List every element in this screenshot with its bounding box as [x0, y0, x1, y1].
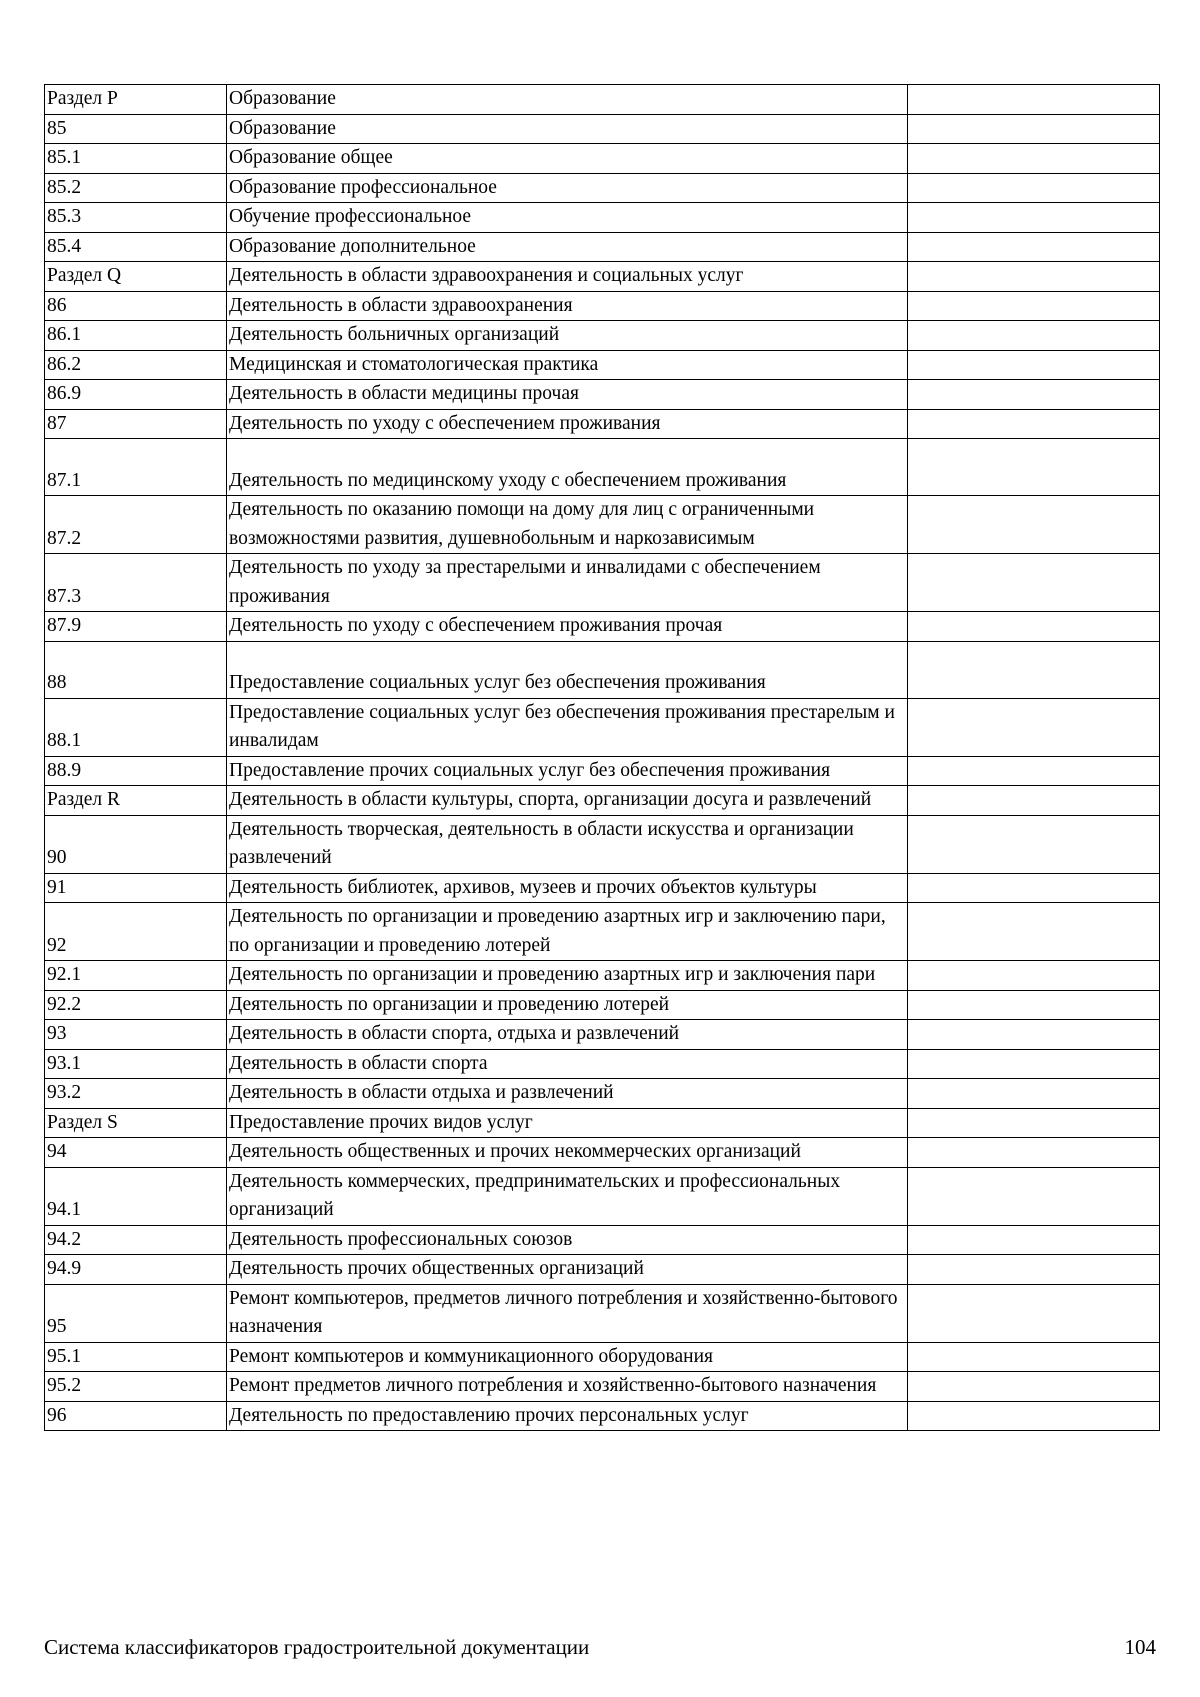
- code-cell: 93.1: [45, 1049, 227, 1079]
- table-row: [45, 85, 1160, 115]
- empty-cell: [908, 756, 1160, 786]
- table-row: [45, 232, 1160, 262]
- code-cell: 92: [45, 903, 227, 961]
- name-cell: Ремонт компьютеров и коммуникационного оборудования: [227, 1342, 908, 1372]
- empty-cell: [908, 1167, 1160, 1225]
- empty-cell: [908, 815, 1160, 873]
- code-cell: 85.3: [45, 203, 227, 233]
- name-cell: Деятельность в области отдыха и развлечений: [227, 1079, 908, 1109]
- empty-cell: [908, 409, 1160, 439]
- empty-cell: [908, 1284, 1160, 1342]
- empty-cell: [908, 321, 1160, 351]
- code-cell: 88.1: [45, 698, 227, 756]
- empty-cell: [908, 114, 1160, 144]
- code-cell: 93: [45, 1020, 227, 1050]
- code-cell: Раздел P: [45, 85, 227, 115]
- table-row: [45, 756, 1160, 786]
- name-cell: Образование дополнительное: [227, 232, 908, 262]
- name-cell: Образование: [227, 114, 908, 144]
- name-cell: Деятельность по уходу с обеспечением проживания: [227, 409, 908, 439]
- table-row: [45, 554, 1160, 612]
- table-row: [45, 350, 1160, 380]
- empty-cell: [908, 990, 1160, 1020]
- table-row: [45, 262, 1160, 292]
- page-footer: [44, 1635, 1156, 1660]
- name-cell: Деятельность профессиональных союзов: [227, 1225, 908, 1255]
- code-cell: 86.9: [45, 380, 227, 410]
- name-cell: Деятельность общественных и прочих некоммерческих организаций: [227, 1138, 908, 1168]
- empty-cell: [908, 85, 1160, 115]
- table-row: [45, 786, 1160, 816]
- name-cell: Деятельность в области здравоохранения и социальных услуг: [227, 262, 908, 292]
- code-cell: 87.1: [45, 439, 227, 496]
- code-cell: 94.2: [45, 1225, 227, 1255]
- table-row: [45, 815, 1160, 873]
- empty-cell: [908, 903, 1160, 961]
- empty-cell: [908, 262, 1160, 292]
- code-cell: 85.1: [45, 144, 227, 174]
- table-row: [45, 1401, 1160, 1431]
- empty-cell: [908, 961, 1160, 991]
- table-row: [45, 114, 1160, 144]
- empty-cell: [908, 1255, 1160, 1285]
- empty-cell: [908, 350, 1160, 380]
- name-cell: Деятельность в области культуры, спорта, организации досуга и развлечений: [227, 786, 908, 816]
- name-cell: Деятельность творческая, деятельность в области искусства и организации развлечений: [227, 815, 908, 873]
- empty-cell: [908, 1020, 1160, 1050]
- code-cell: 86: [45, 291, 227, 321]
- table-row: [45, 291, 1160, 321]
- code-cell: 87.9: [45, 612, 227, 642]
- table-row: [45, 1049, 1160, 1079]
- table-row: [45, 409, 1160, 439]
- table-row: [45, 1342, 1160, 1372]
- code-cell: 86.1: [45, 321, 227, 351]
- name-cell: Обучение профессиональное: [227, 203, 908, 233]
- code-cell: 88: [45, 641, 227, 698]
- code-cell: 95.1: [45, 1342, 227, 1372]
- code-cell: 94: [45, 1138, 227, 1168]
- table-row: [45, 173, 1160, 203]
- table-row: [45, 439, 1160, 496]
- table-row: [45, 961, 1160, 991]
- empty-cell: [908, 291, 1160, 321]
- name-cell: Деятельность по уходу за престарелыми и инвалидами с обеспечением проживания: [227, 554, 908, 612]
- empty-cell: [908, 496, 1160, 554]
- name-cell: Деятельность больничных организаций: [227, 321, 908, 351]
- name-cell: Деятельность в области здравоохранения: [227, 291, 908, 321]
- empty-cell: [908, 1401, 1160, 1431]
- empty-cell: [908, 1138, 1160, 1168]
- name-cell: Деятельность в области медицины прочая: [227, 380, 908, 410]
- code-cell: 92.2: [45, 990, 227, 1020]
- name-cell: Ремонт компьютеров, предметов личного потребления и хозяйственно-бытового назначения: [227, 1284, 908, 1342]
- code-cell: Раздел Q: [45, 262, 227, 292]
- code-cell: 94.9: [45, 1255, 227, 1285]
- empty-cell: [908, 203, 1160, 233]
- code-cell: 91: [45, 873, 227, 903]
- table-row: [45, 380, 1160, 410]
- table-row: [45, 1138, 1160, 1168]
- name-cell: Деятельность по оказанию помощи на дому для лиц с ограниченными возможностями развития, душевнобольным и наркозависимым: [227, 496, 908, 554]
- name-cell: Деятельность коммерческих, предпринимательских и профессиональных организаций: [227, 1167, 908, 1225]
- table-row: [45, 1372, 1160, 1402]
- name-cell: Образование: [227, 85, 908, 115]
- table-row: [45, 698, 1160, 756]
- code-cell: 94.1: [45, 1167, 227, 1225]
- table-row: [45, 1108, 1160, 1138]
- empty-cell: [908, 1108, 1160, 1138]
- table-row: [45, 990, 1160, 1020]
- code-cell: 87: [45, 409, 227, 439]
- code-cell: 96: [45, 1401, 227, 1431]
- code-cell: Раздел R: [45, 786, 227, 816]
- table-row: [45, 1225, 1160, 1255]
- code-cell: 87.3: [45, 554, 227, 612]
- classifier-table: [44, 84, 1160, 1431]
- empty-cell: [908, 173, 1160, 203]
- code-cell: 95.2: [45, 1372, 227, 1402]
- name-cell: Предоставление социальных услуг без обеспечения проживания: [227, 641, 908, 698]
- empty-cell: [908, 641, 1160, 698]
- empty-cell: [908, 439, 1160, 496]
- name-cell: Деятельность по организации и проведению азартных игр и заключения пари: [227, 961, 908, 991]
- name-cell: Деятельность библиотек, архивов, музеев и прочих объектов культуры: [227, 873, 908, 903]
- code-cell: 93.2: [45, 1079, 227, 1109]
- table-row: [45, 321, 1160, 351]
- name-cell: Деятельность в области спорта, отдыха и развлечений: [227, 1020, 908, 1050]
- table-row: [45, 641, 1160, 698]
- empty-cell: [908, 612, 1160, 642]
- code-cell: 86.2: [45, 350, 227, 380]
- empty-cell: [908, 232, 1160, 262]
- table-row: [45, 873, 1160, 903]
- table-row: [45, 612, 1160, 642]
- name-cell: Предоставление социальных услуг без обеспечения проживания престарелым и инвалидам: [227, 698, 908, 756]
- empty-cell: [908, 1079, 1160, 1109]
- table-row: [45, 203, 1160, 233]
- empty-cell: [908, 380, 1160, 410]
- table-row: [45, 1255, 1160, 1285]
- name-cell: Предоставление прочих социальных услуг без обеспечения проживания: [227, 756, 908, 786]
- name-cell: Образование профессиональное: [227, 173, 908, 203]
- table-row: [45, 1167, 1160, 1225]
- name-cell: Образование общее: [227, 144, 908, 174]
- table-row: [45, 1079, 1160, 1109]
- empty-cell: [908, 1372, 1160, 1402]
- code-cell: 85.2: [45, 173, 227, 203]
- empty-cell: [908, 786, 1160, 816]
- name-cell: Деятельность по организации и проведению азартных игр и заключению пари, по организации и проведению лотерей: [227, 903, 908, 961]
- code-cell: 85.4: [45, 232, 227, 262]
- name-cell: Предоставление прочих видов услуг: [227, 1108, 908, 1138]
- code-cell: 85: [45, 114, 227, 144]
- empty-cell: [908, 1049, 1160, 1079]
- table-row: [45, 1284, 1160, 1342]
- classifier-table-body: [45, 85, 1160, 1431]
- name-cell: Деятельность по медицинскому уходу с обеспечением проживания: [227, 439, 908, 496]
- table-row: [45, 144, 1160, 174]
- table-row: [45, 1020, 1160, 1050]
- code-cell: 90: [45, 815, 227, 873]
- code-cell: Раздел S: [45, 1108, 227, 1138]
- empty-cell: [908, 554, 1160, 612]
- code-cell: 92.1: [45, 961, 227, 991]
- table-row: [45, 903, 1160, 961]
- name-cell: Деятельность в области спорта: [227, 1049, 908, 1079]
- empty-cell: [908, 1342, 1160, 1372]
- name-cell: Деятельность прочих общественных организаций: [227, 1255, 908, 1285]
- name-cell: Ремонт предметов личного потребления и хозяйственно-бытового назначения: [227, 1372, 908, 1402]
- empty-cell: [908, 144, 1160, 174]
- code-cell: 95: [45, 1284, 227, 1342]
- name-cell: Медицинская и стоматологическая практика: [227, 350, 908, 380]
- empty-cell: [908, 698, 1160, 756]
- name-cell: Деятельность по организации и проведению лотерей: [227, 990, 908, 1020]
- empty-cell: [908, 1225, 1160, 1255]
- code-cell: 88.9: [45, 756, 227, 786]
- table-row: [45, 496, 1160, 554]
- name-cell: Деятельность по уходу с обеспечением проживания прочая: [227, 612, 908, 642]
- page-number: 104: [1124, 1635, 1156, 1659]
- footer-title: Система классификаторов градостроительной документации: [44, 1635, 590, 1659]
- code-cell: 87.2: [45, 496, 227, 554]
- name-cell: Деятельность по предоставлению прочих персональных услуг: [227, 1401, 908, 1431]
- empty-cell: [908, 873, 1160, 903]
